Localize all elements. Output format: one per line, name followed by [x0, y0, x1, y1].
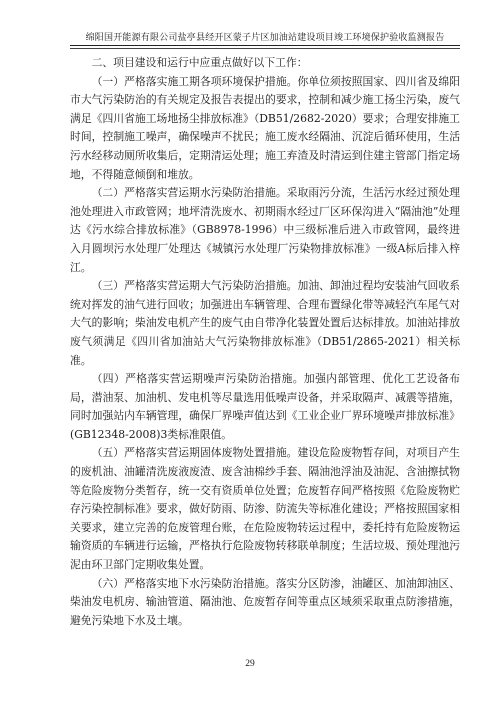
section-heading: 二、项目建设和运行中应重点做好以下工作： — [91, 56, 308, 69]
body-text — [70, 54, 460, 630]
header-rule-thin — [70, 48, 460, 49]
page-number: 29 — [245, 659, 255, 669]
paragraph-construction-period: （一）严格落实施工期各项环境保护措施。你单位须按照国家、四川省及绵阳市大气污染防治的有关规定及报告表提出的要求，控制和减少施工扬尘污染，废气满足《四川省施工场地扬尘排放标准》（DB51/2682-2020）要求；合理安排施工时间，控制施工噪声，确保噪声不扰民；施工废水经隔油、沉淀后循环使用，生活污水经移动厕所收集后，定期清运处理；施工弃渣及时清运到住建主管部门指定场地，不得随意倾倒和堆放。 — [70, 74, 460, 181]
header-rule-thick — [70, 45, 460, 46]
paragraph-noise-pollution: （四）严格落实营运期噪声污染防治措施。加强内部管理、优化工艺设备布局，潜油泵、加油机、发电机等尽量选用低噪声设备，并采取隔声、减震等措施，同时加强站内车辆管理，确保厂界噪声值达到《工业企业厂界环境噪声排放标准》(GB12348-2008)3类标准限值。 — [70, 372, 460, 441]
paragraph-water-pollution: （二）严格落实营运期水污染防治措施。采取雨污分流，生活污水经过预处理池处理进入市政管网；地坪清洗废水、初期雨水经过厂区环保沟进入“隔油池”处理达《污水综合排放标准》（GB8978-1996）中三级标准后进入市政管网，最终进入月圆坝污水处理厂处理达《城镇污水处理厂污染物排放标准》一级A标后排入梓江。 — [70, 186, 460, 274]
paragraph-solid-waste: （五）严格落实营运期固体废物处置措施。建设危险废物暂存间，对项目产生的废机油、油罐清洗废液废渣、废含油棉纱手套、隔油池浮油及油泥、含油擦拭物等危险废物分类暂存，统一交有资质单位处置；危废暂存间严格按照《危险废物贮存污染控制标准》要求，做好防雨、防渗、防流失等标准化建设；严格按照国家相关要求，建立完善的危废管理台账，在危险废物转运过程中，委托持有危险废物运输资质的车辆进行运输，严格执行危险废物转移联单制度；生活垃圾、预处理池污泥由环卫部门定期收集处置。 — [70, 446, 460, 572]
running-header: 绵阳国开能源有限公司盐亭县经开区蒙子片区加油站建设项目竣工环境保护验收监测报告 — [85, 33, 445, 43]
paragraph-air-pollution: （三）严格落实营运期大气污染防治措施。加油、卸油过程均安装油气回收系统对挥发的油气进行回收；加强进出车辆管理、合理布置绿化带等减轻汽车尾气对大气的影响；柴油发电机产生的废气由自带净化装置处置后达标排放。加油站排放废气须满足《四川省加油站大气污染物排放标准》（DB51/2865-2021）相关标准。 — [70, 279, 460, 367]
paragraph-groundwater: （六）严格落实地下水污染防治措施。落实分区防渗，油罐区、加油卸油区、柴油发电机房、输油管道、隔油池、危废暂存间等重点区域须采取重点防渗措施，避免污染地下水及土壤。 — [70, 576, 460, 627]
